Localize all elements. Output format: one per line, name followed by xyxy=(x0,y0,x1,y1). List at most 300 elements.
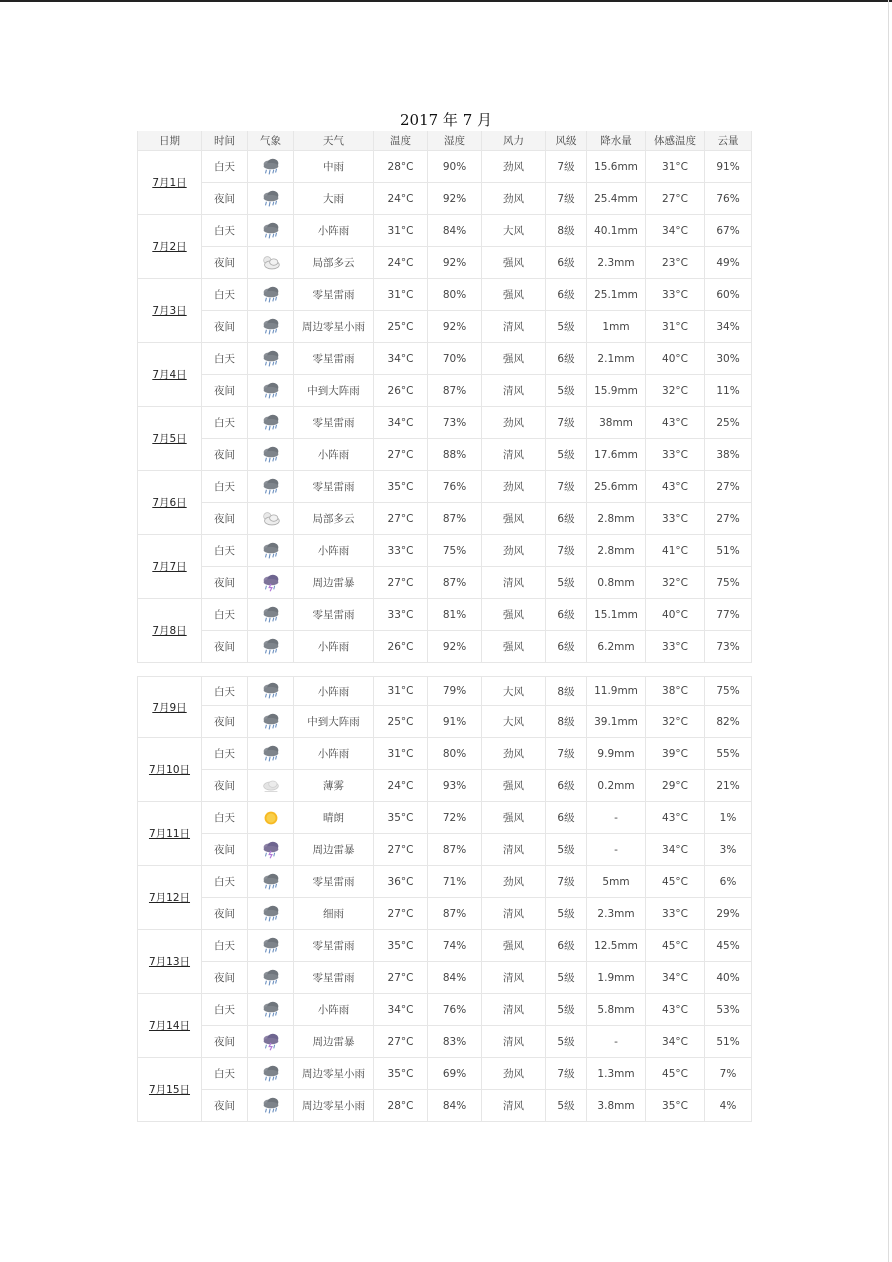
weather-icon-cell xyxy=(248,407,294,439)
temperature-cell: 27°C xyxy=(374,439,428,471)
period-cell: 夜间 xyxy=(202,247,248,279)
temperature-cell: 27°C xyxy=(374,503,428,535)
table-row xyxy=(138,503,752,535)
table-row xyxy=(138,770,752,802)
wind-cell: 清风 xyxy=(482,439,546,471)
feels-like-cell: 27°C xyxy=(646,183,705,215)
header-weather: 天气 xyxy=(294,131,374,151)
period-cell: 白天 xyxy=(202,994,248,1026)
wind-level-cell: 5级 xyxy=(546,567,587,599)
humidity-cell: 87% xyxy=(428,503,482,535)
period-cell: 白天 xyxy=(202,930,248,962)
wind-level-cell: 7级 xyxy=(546,471,587,503)
humidity-cell: 92% xyxy=(428,247,482,279)
rain-icon xyxy=(260,284,282,306)
weather-cell: 小阵雨 xyxy=(294,994,374,1026)
rain-icon xyxy=(260,476,282,498)
feels-like-cell: 33°C xyxy=(646,503,705,535)
temperature-cell: 31°C xyxy=(374,215,428,247)
wind-level-cell: 8级 xyxy=(546,215,587,247)
cloud-cover-cell: 76% xyxy=(705,183,752,215)
rain-icon xyxy=(260,380,282,402)
table-row xyxy=(138,994,752,1026)
period-cell: 夜间 xyxy=(202,311,248,343)
weather-cell: 薄雾 xyxy=(294,770,374,802)
weather-icon-cell xyxy=(248,1090,294,1122)
precipitation-cell: 38mm xyxy=(587,407,646,439)
wind-cell: 劲风 xyxy=(482,866,546,898)
table-row xyxy=(138,631,752,663)
date-link[interactable]: 7月12日 xyxy=(148,892,191,904)
cloud-cover-cell: 77% xyxy=(705,599,752,631)
cloud-cover-cell: 21% xyxy=(705,770,752,802)
wind-level-cell: 6级 xyxy=(546,343,587,375)
weather-icon-cell xyxy=(248,471,294,503)
table-body-part1 xyxy=(138,151,752,663)
date-link[interactable]: 7月15日 xyxy=(148,1084,191,1096)
wind-cell: 大风 xyxy=(482,677,546,706)
weather-icon-cell xyxy=(248,503,294,535)
period-cell: 夜间 xyxy=(202,631,248,663)
humidity-cell: 72% xyxy=(428,802,482,834)
weather-icon-cell xyxy=(248,898,294,930)
date-link[interactable]: 7月5日 xyxy=(152,433,187,445)
period-cell: 夜间 xyxy=(202,1090,248,1122)
period-cell: 白天 xyxy=(202,1058,248,1090)
weather-cell: 零星雷雨 xyxy=(294,599,374,631)
precipitation-cell: 25.4mm xyxy=(587,183,646,215)
wind-cell: 清风 xyxy=(482,834,546,866)
temperature-cell: 24°C xyxy=(374,247,428,279)
cloud-cover-cell: 3% xyxy=(705,834,752,866)
period-cell: 白天 xyxy=(202,343,248,375)
thunderstorm-icon xyxy=(260,1031,282,1053)
period-cell: 夜间 xyxy=(202,706,248,738)
table-row xyxy=(138,1058,752,1090)
table-row xyxy=(138,599,752,631)
wind-level-cell: 6级 xyxy=(546,279,587,311)
cloud-cover-cell: 7% xyxy=(705,1058,752,1090)
cloud-cover-cell: 40% xyxy=(705,962,752,994)
weather-icon-cell xyxy=(248,311,294,343)
wind-level-cell: 7级 xyxy=(546,866,587,898)
cloud-cover-cell: 29% xyxy=(705,898,752,930)
date-link[interactable]: 7月14日 xyxy=(148,1020,191,1032)
rain-icon xyxy=(260,188,282,210)
weather-icon-cell xyxy=(248,677,294,706)
feels-like-cell: 39°C xyxy=(646,738,705,770)
header-row xyxy=(138,131,752,151)
precipitation-cell: 15.9mm xyxy=(587,375,646,407)
table-row xyxy=(138,407,752,439)
wind-cell: 清风 xyxy=(482,994,546,1026)
humidity-cell: 93% xyxy=(428,770,482,802)
wind-level-cell: 8级 xyxy=(546,706,587,738)
feels-like-cell: 43°C xyxy=(646,471,705,503)
period-cell: 白天 xyxy=(202,535,248,567)
precipitation-cell: - xyxy=(587,834,646,866)
precipitation-cell: 17.6mm xyxy=(587,439,646,471)
humidity-cell: 87% xyxy=(428,375,482,407)
period-cell: 白天 xyxy=(202,471,248,503)
wind-cell: 强风 xyxy=(482,930,546,962)
header-period: 时间 xyxy=(202,131,248,151)
weather-cell: 中雨 xyxy=(294,151,374,183)
weather-icon-cell xyxy=(248,567,294,599)
table-row xyxy=(138,1026,752,1058)
feels-like-cell: 43°C xyxy=(646,802,705,834)
weather-icon-cell xyxy=(248,183,294,215)
temperature-cell: 27°C xyxy=(374,567,428,599)
feels-like-cell: 34°C xyxy=(646,834,705,866)
precipitation-cell: - xyxy=(587,802,646,834)
temperature-cell: 35°C xyxy=(374,1058,428,1090)
temperature-cell: 36°C xyxy=(374,866,428,898)
rain-icon xyxy=(260,743,282,765)
temperature-cell: 28°C xyxy=(374,151,428,183)
wind-cell: 劲风 xyxy=(482,183,546,215)
rain-icon xyxy=(260,316,282,338)
feels-like-cell: 38°C xyxy=(646,677,705,706)
period-cell: 白天 xyxy=(202,866,248,898)
date-cell xyxy=(138,866,202,930)
cloud-cover-cell: 34% xyxy=(705,311,752,343)
date-link[interactable]: 7月7日 xyxy=(152,561,187,573)
weather-cell: 小阵雨 xyxy=(294,738,374,770)
weather-cell: 零星雷雨 xyxy=(294,407,374,439)
precipitation-cell: 12.5mm xyxy=(587,930,646,962)
weather-cell: 晴朗 xyxy=(294,802,374,834)
feels-like-cell: 41°C xyxy=(646,535,705,567)
period-cell: 白天 xyxy=(202,151,248,183)
rain-icon xyxy=(260,680,282,702)
period-cell: 白天 xyxy=(202,677,248,706)
feels-like-cell: 33°C xyxy=(646,898,705,930)
top-rule xyxy=(0,0,892,2)
wind-cell: 清风 xyxy=(482,311,546,343)
cloud-cover-cell: 6% xyxy=(705,866,752,898)
header-level: 风级 xyxy=(546,131,587,151)
period-cell: 夜间 xyxy=(202,898,248,930)
date-cell xyxy=(138,343,202,407)
feels-like-cell: 34°C xyxy=(646,215,705,247)
date-link[interactable]: 7月2日 xyxy=(152,241,187,253)
temperature-cell: 34°C xyxy=(374,994,428,1026)
table-row xyxy=(138,343,752,375)
date-cell xyxy=(138,279,202,343)
wind-cell: 清风 xyxy=(482,898,546,930)
wind-cell: 劲风 xyxy=(482,738,546,770)
period-cell: 夜间 xyxy=(202,439,248,471)
wind-cell: 大风 xyxy=(482,706,546,738)
table-row xyxy=(138,151,752,183)
date-link[interactable]: 7月6日 xyxy=(152,497,187,509)
date-cell xyxy=(138,677,202,738)
wind-cell: 劲风 xyxy=(482,1058,546,1090)
cloud-cover-cell: 25% xyxy=(705,407,752,439)
wind-level-cell: 5级 xyxy=(546,1090,587,1122)
precipitation-cell: 25.6mm xyxy=(587,471,646,503)
period-cell: 夜间 xyxy=(202,770,248,802)
weather-icon-cell xyxy=(248,535,294,567)
header-temp: 温度 xyxy=(374,131,428,151)
wind-cell: 强风 xyxy=(482,631,546,663)
table-row xyxy=(138,866,752,898)
weather-cell: 细雨 xyxy=(294,898,374,930)
precipitation-cell: - xyxy=(587,1026,646,1058)
feels-like-cell: 33°C xyxy=(646,279,705,311)
humidity-cell: 92% xyxy=(428,183,482,215)
humidity-cell: 73% xyxy=(428,407,482,439)
period-cell: 白天 xyxy=(202,599,248,631)
period-cell: 白天 xyxy=(202,738,248,770)
rain-icon xyxy=(260,636,282,658)
period-cell: 白天 xyxy=(202,802,248,834)
table-row xyxy=(138,471,752,503)
date-cell xyxy=(138,930,202,994)
cloud-cover-cell: 51% xyxy=(705,1026,752,1058)
feels-like-cell: 31°C xyxy=(646,311,705,343)
date-link[interactable]: 7月3日 xyxy=(152,305,187,317)
weather-icon-cell xyxy=(248,151,294,183)
temperature-cell: 35°C xyxy=(374,802,428,834)
rain-icon xyxy=(260,999,282,1021)
humidity-cell: 87% xyxy=(428,567,482,599)
weather-cell: 周边雷暴 xyxy=(294,567,374,599)
date-link[interactable]: 7月11日 xyxy=(148,828,191,840)
table-row xyxy=(138,279,752,311)
temperature-cell: 24°C xyxy=(374,770,428,802)
humidity-cell: 91% xyxy=(428,706,482,738)
wind-level-cell: 5级 xyxy=(546,375,587,407)
weather-cell: 零星雷雨 xyxy=(294,930,374,962)
date-cell xyxy=(138,215,202,279)
period-cell: 白天 xyxy=(202,279,248,311)
temperature-cell: 27°C xyxy=(374,1026,428,1058)
rain-icon xyxy=(260,967,282,989)
cloud-cover-cell: 51% xyxy=(705,535,752,567)
temperature-cell: 24°C xyxy=(374,183,428,215)
precipitation-cell: 2.3mm xyxy=(587,898,646,930)
feels-like-cell: 45°C xyxy=(646,866,705,898)
wind-level-cell: 7级 xyxy=(546,407,587,439)
weather-icon-cell xyxy=(248,930,294,962)
wind-level-cell: 6级 xyxy=(546,802,587,834)
humidity-cell: 90% xyxy=(428,151,482,183)
weather-icon-cell xyxy=(248,770,294,802)
table-row xyxy=(138,930,752,962)
header-icon: 气象 xyxy=(248,131,294,151)
weather-cell: 局部多云 xyxy=(294,503,374,535)
temperature-cell: 35°C xyxy=(374,930,428,962)
date-cell xyxy=(138,599,202,663)
weather-icon-cell xyxy=(248,215,294,247)
weather-icon-cell xyxy=(248,802,294,834)
wind-cell: 清风 xyxy=(482,375,546,407)
table-row xyxy=(138,375,752,407)
wind-level-cell: 7级 xyxy=(546,1058,587,1090)
date-link[interactable]: 7月13日 xyxy=(148,956,191,968)
wind-cell: 强风 xyxy=(482,503,546,535)
wind-cell: 强风 xyxy=(482,343,546,375)
period-cell: 白天 xyxy=(202,215,248,247)
feels-like-cell: 34°C xyxy=(646,1026,705,1058)
header-cloud: 云量 xyxy=(705,131,752,151)
date-link[interactable]: 7月1日 xyxy=(152,177,187,189)
wind-cell: 强风 xyxy=(482,247,546,279)
humidity-cell: 75% xyxy=(428,535,482,567)
cloud-cover-cell: 75% xyxy=(705,677,752,706)
cloud-cover-cell: 60% xyxy=(705,279,752,311)
temperature-cell: 27°C xyxy=(374,834,428,866)
feels-like-cell: 29°C xyxy=(646,770,705,802)
wind-level-cell: 6级 xyxy=(546,631,587,663)
weather-icon-cell xyxy=(248,631,294,663)
date-link[interactable]: 7月10日 xyxy=(148,764,191,776)
weather-cell: 小阵雨 xyxy=(294,631,374,663)
humidity-cell: 87% xyxy=(428,834,482,866)
wind-cell: 强风 xyxy=(482,770,546,802)
period-cell: 夜间 xyxy=(202,834,248,866)
cloud-cover-cell: 4% xyxy=(705,1090,752,1122)
weather-cell: 小阵雨 xyxy=(294,677,374,706)
table-row xyxy=(138,677,752,706)
precipitation-cell: 9.9mm xyxy=(587,738,646,770)
precipitation-cell: 2.3mm xyxy=(587,247,646,279)
rain-icon xyxy=(260,348,282,370)
humidity-cell: 69% xyxy=(428,1058,482,1090)
date-link[interactable]: 7月9日 xyxy=(152,701,187,714)
feels-like-cell: 34°C xyxy=(646,962,705,994)
precipitation-cell: 39.1mm xyxy=(587,706,646,738)
weather-icon-cell xyxy=(248,738,294,770)
table-row xyxy=(138,706,752,738)
weather-table-part1 xyxy=(137,131,752,663)
wind-cell: 大风 xyxy=(482,215,546,247)
cloud-cover-cell: 55% xyxy=(705,738,752,770)
temperature-cell: 33°C xyxy=(374,599,428,631)
wind-cell: 劲风 xyxy=(482,535,546,567)
weather-cell: 零星雷雨 xyxy=(294,279,374,311)
feels-like-cell: 33°C xyxy=(646,631,705,663)
feels-like-cell: 35°C xyxy=(646,1090,705,1122)
weather-icon-cell xyxy=(248,706,294,738)
partly-cloudy-icon xyxy=(260,508,282,530)
wind-level-cell: 5级 xyxy=(546,834,587,866)
humidity-cell: 80% xyxy=(428,738,482,770)
precipitation-cell: 5mm xyxy=(587,866,646,898)
feels-like-cell: 32°C xyxy=(646,375,705,407)
haze-icon xyxy=(260,775,282,797)
humidity-cell: 83% xyxy=(428,1026,482,1058)
precipitation-cell: 1mm xyxy=(587,311,646,343)
temperature-cell: 31°C xyxy=(374,738,428,770)
date-link[interactable]: 7月4日 xyxy=(152,369,187,381)
page-title: 2017 年 7 月 xyxy=(399,111,493,129)
date-cell xyxy=(138,994,202,1058)
date-cell xyxy=(138,471,202,535)
weather-cell: 周边零星小雨 xyxy=(294,1058,374,1090)
humidity-cell: 71% xyxy=(428,866,482,898)
cloud-cover-cell: 73% xyxy=(705,631,752,663)
table-row xyxy=(138,311,752,343)
weather-icon-cell xyxy=(248,279,294,311)
wind-cell: 劲风 xyxy=(482,471,546,503)
period-cell: 夜间 xyxy=(202,567,248,599)
feels-like-cell: 32°C xyxy=(646,567,705,599)
date-link[interactable]: 7月8日 xyxy=(152,625,187,637)
feels-like-cell: 40°C xyxy=(646,599,705,631)
humidity-cell: 84% xyxy=(428,1090,482,1122)
wind-level-cell: 5级 xyxy=(546,311,587,343)
weather-icon-cell xyxy=(248,343,294,375)
precipitation-cell: 2.8mm xyxy=(587,535,646,567)
table-row xyxy=(138,802,752,834)
wind-level-cell: 5级 xyxy=(546,1026,587,1058)
precipitation-cell: 2.1mm xyxy=(587,343,646,375)
weather-icon-cell xyxy=(248,994,294,1026)
precipitation-cell: 11.9mm xyxy=(587,677,646,706)
period-cell: 夜间 xyxy=(202,1026,248,1058)
header-precip: 降水量 xyxy=(587,131,646,151)
rain-icon xyxy=(260,935,282,957)
temperature-cell: 27°C xyxy=(374,962,428,994)
precipitation-cell: 15.1mm xyxy=(587,599,646,631)
feels-like-cell: 45°C xyxy=(646,1058,705,1090)
wind-level-cell: 6级 xyxy=(546,503,587,535)
weather-cell: 小阵雨 xyxy=(294,439,374,471)
weather-cell: 零星雷雨 xyxy=(294,471,374,503)
rain-icon xyxy=(260,903,282,925)
period-cell: 夜间 xyxy=(202,962,248,994)
weather-icon-cell xyxy=(248,247,294,279)
weather-cell: 中到大阵雨 xyxy=(294,706,374,738)
right-rule xyxy=(888,0,889,1262)
humidity-cell: 70% xyxy=(428,343,482,375)
cloud-cover-cell: 38% xyxy=(705,439,752,471)
temperature-cell: 26°C xyxy=(374,375,428,407)
humidity-cell: 88% xyxy=(428,439,482,471)
humidity-cell: 76% xyxy=(428,994,482,1026)
weather-icon-cell xyxy=(248,599,294,631)
weather-cell: 周边零星小雨 xyxy=(294,1090,374,1122)
humidity-cell: 76% xyxy=(428,471,482,503)
rain-icon xyxy=(260,156,282,178)
precipitation-cell: 15.6mm xyxy=(587,151,646,183)
table-row xyxy=(138,535,752,567)
temperature-cell: 35°C xyxy=(374,471,428,503)
weather-cell: 零星雷雨 xyxy=(294,343,374,375)
precipitation-cell: 6.2mm xyxy=(587,631,646,663)
precipitation-cell: 0.2mm xyxy=(587,770,646,802)
rain-icon xyxy=(260,412,282,434)
period-cell: 夜间 xyxy=(202,503,248,535)
precipitation-cell: 2.8mm xyxy=(587,503,646,535)
feels-like-cell: 31°C xyxy=(646,151,705,183)
cloud-cover-cell: 53% xyxy=(705,994,752,1026)
period-cell: 白天 xyxy=(202,407,248,439)
cloud-cover-cell: 91% xyxy=(705,151,752,183)
precipitation-cell: 1.3mm xyxy=(587,1058,646,1090)
table-row xyxy=(138,738,752,770)
wind-level-cell: 6级 xyxy=(546,599,587,631)
weather-cell: 大雨 xyxy=(294,183,374,215)
weather-icon-cell xyxy=(248,439,294,471)
thunderstorm-icon xyxy=(260,572,282,594)
feels-like-cell: 23°C xyxy=(646,247,705,279)
humidity-cell: 92% xyxy=(428,631,482,663)
precipitation-cell: 25.1mm xyxy=(587,279,646,311)
